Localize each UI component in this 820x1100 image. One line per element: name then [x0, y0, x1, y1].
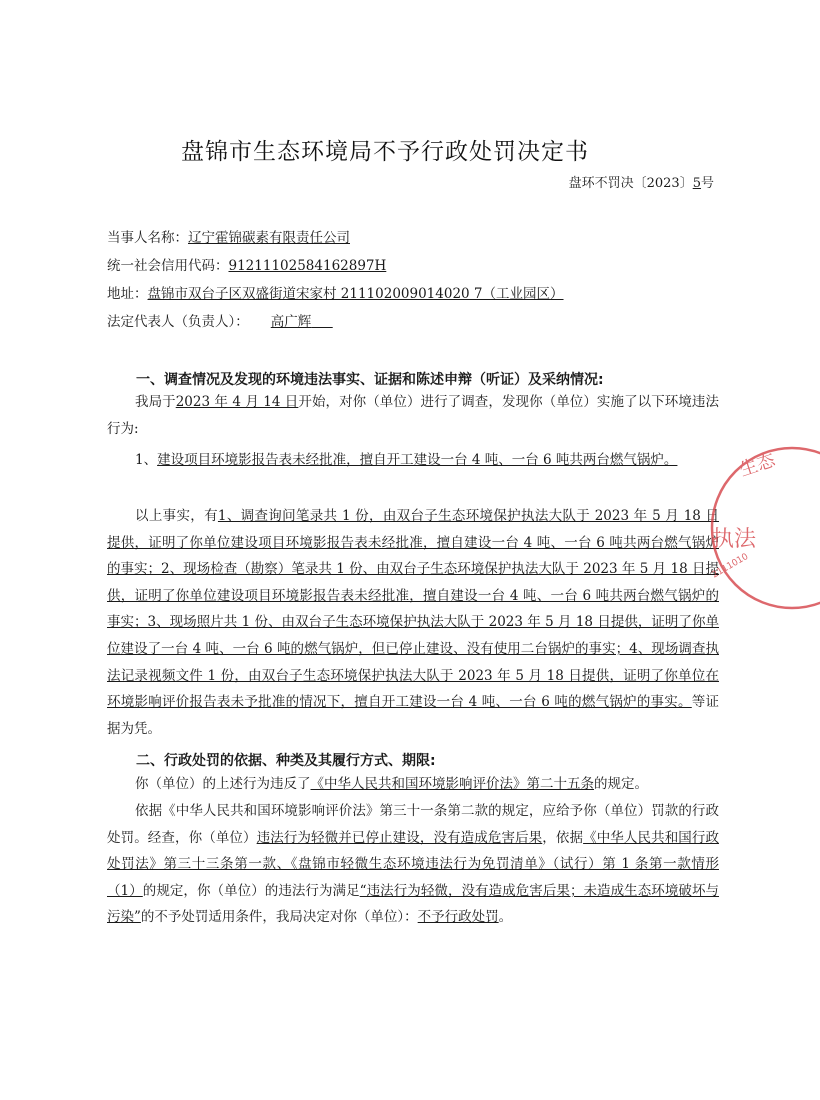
doc-number-prefix: 盘环不罚决〔2023〕 — [568, 176, 693, 191]
violation-text: 建设项目环境影报告表未经批准，擅自开工建设一台 4 吨、一台 6 吨共两台燃气锅炉。 — [157, 452, 678, 468]
official-seal — [700, 438, 820, 618]
party-name-value: 辽宁霍锦碳素有限责任公司 — [188, 230, 350, 246]
seal-text-a: 生态 — [737, 449, 778, 481]
document-title: 盘锦市生态环境局不予行政处罚决定书 — [181, 139, 589, 165]
intro-text-a: 我局于 — [135, 394, 176, 410]
basis-law: 《中华人民共和国环境影响评价法》第二十五条 — [310, 776, 594, 792]
credit-code-value: 91211102584162897H — [228, 258, 387, 274]
party-name-row — [107, 229, 350, 247]
section-1-heading: 一、调查情况及发现的环境违法事实、证据和陈述申辩（听证）及采纳情况: — [136, 372, 604, 388]
decision-text-d: 的不予处罚适用条件，我局决定对你（单位）： — [140, 909, 418, 926]
violation-number: 1、 — [135, 452, 158, 468]
basis-text-b: 的规定。 — [594, 776, 648, 792]
decision-result: 不予行政处罚 — [417, 909, 499, 926]
address-label: 地址： — [107, 286, 148, 302]
basis-text-a: 你（单位）的上述行为违反了 — [135, 776, 311, 792]
intro-date: 2023 年 4 月 14 日 — [175, 394, 299, 410]
decision-text-a: 依据《中华人民共和国环境影响评价法》第三十一条第二款的规定，应给予你（单位）罚款的行政处罚。经查，你（单位） — [107, 803, 719, 846]
decision-text-e: 。 — [498, 909, 513, 926]
credit-code-label: 统一社会信用代码： — [107, 258, 229, 274]
seal-code: 2111010 — [710, 551, 751, 581]
evidence-suffix: 等证据为凭。 — [107, 694, 720, 737]
violation-item — [107, 447, 719, 474]
doc-number-suffix: 号 — [700, 176, 714, 191]
address-row — [107, 285, 564, 303]
legal-rep-row — [107, 313, 333, 331]
decision-legal-basis: 《中华人民共和国行政处罚法》第三十三条第一款、《盘锦市轻微生态环境违法行为免罚清单》（试行）第 1 条第一款情形（1） — [107, 829, 720, 899]
party-name-label: 当事人名称： — [107, 230, 188, 246]
evidence-text: 1、调查询问笔录共 1 份，由双台子生态环境保护执法大队于 2023 年 5 月 18 日提供，证明了你单位建设项目环境影报告表未经批准，擅自建设一台 4 吨、一台 6 吨共两台燃气锅炉的事实；2、现场检查（勘察）笔录共 1 份、由双台子生态环境保护执法大队于 2023 年 5 月 18 日提供，证明了你单位建设项目环境影报告表未经批准，擅自建设一台 4 吨、一台 6 吨共两台燃气锅炉的事实；3、现场照片共 1 份、由双台子生态环境保护执法大队于 2023 年 5 月 18 日提供，证明了你单位建设了一台 4 吨、一台 6 吨的燃气锅炉，但已停止建设、没有使用二台锅炉的事实；4、现场调查执法记录视频文件 1 份，由双台子生态环境保护执法大队于 2023 年 5 月 18 日提供，证明了你单位在环境影响评价报告表未予批准的情况下，擅自开工建设一台 4 吨、一台 6 吨的燃气锅炉的事实。 — [107, 508, 720, 711]
section-2-heading: 二、行政处罚的依据、种类及其履行方式、期限: — [136, 753, 436, 769]
evidence-prefix: 以上事实，有 — [135, 508, 218, 524]
legal-rep-value: 高广辉 — [270, 314, 312, 330]
credit-code-row — [107, 257, 386, 275]
evidence-paragraph — [107, 503, 719, 742]
address-value: 盘锦市双台子区双盛街道宋家村 211102009014020 7（工业园区） — [147, 286, 564, 302]
seal-text-b: 执法 — [712, 527, 757, 552]
document-number — [569, 172, 714, 191]
decision-text-c: 的规定，你（单位）的违法行为满足 — [142, 882, 360, 899]
investigation-paragraph — [107, 389, 719, 442]
intro-text-b: 开始，对你（单位）进行了调查，发现你（单位）实施了以下环境违法行为: — [107, 394, 720, 437]
decision-text-b: ，依据 — [542, 829, 584, 846]
legal-rep-label: 法定代表人（负责人）： — [107, 314, 249, 330]
doc-number-value: 5 — [692, 176, 701, 191]
decision-finding: 违法行为轻微并已停止建设，没有造成危害后果 — [256, 829, 543, 846]
decision-condition: “违法行为轻微，没有造成危害后果；未造成生态环境破坏与污染” — [107, 882, 720, 926]
decision-paragraph — [107, 798, 719, 931]
violation-basis-paragraph — [107, 771, 719, 798]
